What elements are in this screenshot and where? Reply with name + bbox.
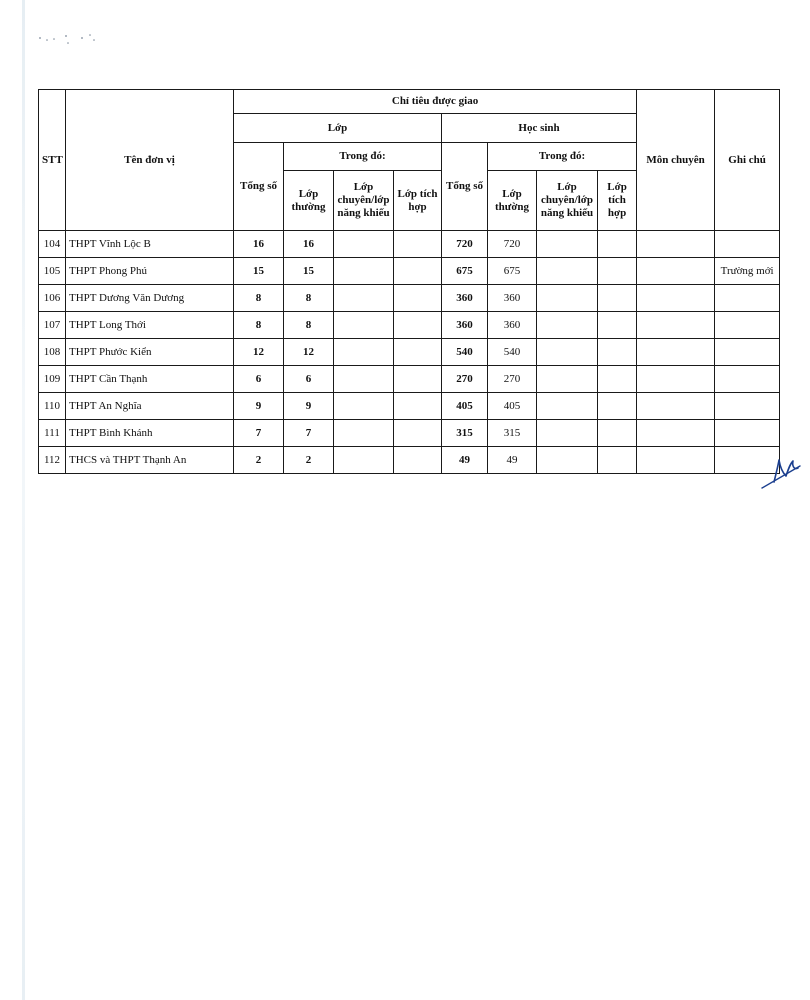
table-row — [39, 447, 780, 474]
cell-student-total: 540 — [442, 339, 488, 366]
cell-student-integrated — [598, 366, 637, 393]
header-student-total: Tổng số — [442, 143, 488, 231]
cell-note — [715, 393, 780, 420]
cell-specialty-subject — [637, 366, 715, 393]
cell-unit-name: THPT An Nghĩa — [66, 393, 234, 420]
cell-class-integrated — [394, 420, 442, 447]
cell-stt: 112 — [39, 447, 66, 474]
cell-note — [715, 312, 780, 339]
cell-note — [715, 339, 780, 366]
cell-specialty-subject — [637, 447, 715, 474]
cell-class-integrated — [394, 312, 442, 339]
cell-class-specialized — [334, 339, 394, 366]
scan-specks — [38, 28, 108, 48]
header-notes: Ghi chú — [715, 90, 780, 231]
cell-class-regular: 9 — [284, 393, 334, 420]
cell-class-integrated — [394, 447, 442, 474]
cell-class-integrated — [394, 339, 442, 366]
cell-class-integrated — [394, 366, 442, 393]
cell-class-specialized — [334, 312, 394, 339]
cell-specialty-subject — [637, 258, 715, 285]
cell-stt: 111 — [39, 420, 66, 447]
cell-specialty-subject — [637, 312, 715, 339]
cell-stt: 107 — [39, 312, 66, 339]
cell-student-regular: 315 — [488, 420, 537, 447]
cell-student-total: 49 — [442, 447, 488, 474]
cell-class-specialized — [334, 420, 394, 447]
cell-specialty-subject — [637, 393, 715, 420]
cell-class-integrated — [394, 393, 442, 420]
cell-stt: 110 — [39, 393, 66, 420]
table-row — [39, 339, 780, 366]
cell-student-integrated — [598, 258, 637, 285]
cell-note — [715, 420, 780, 447]
cell-class-total: 8 — [234, 312, 284, 339]
cell-stt: 105 — [39, 258, 66, 285]
table-row — [39, 231, 780, 258]
cell-class-regular: 6 — [284, 366, 334, 393]
cell-unit-name: THPT Phước Kiển — [66, 339, 234, 366]
cell-student-total: 360 — [442, 285, 488, 312]
table-row — [39, 258, 780, 285]
cell-specialty-subject — [637, 285, 715, 312]
header-student-regular: Lớp thường — [488, 171, 537, 231]
cell-stt: 108 — [39, 339, 66, 366]
cell-unit-name: THPT Vĩnh Lộc B — [66, 231, 234, 258]
cell-unit-name: THPT Bình Khánh — [66, 420, 234, 447]
cell-stt: 104 — [39, 231, 66, 258]
cell-student-specialized — [537, 447, 598, 474]
cell-class-total: 9 — [234, 393, 284, 420]
cell-class-total: 6 — [234, 366, 284, 393]
cell-student-specialized — [537, 231, 598, 258]
cell-class-total: 8 — [234, 285, 284, 312]
cell-student-specialized — [537, 258, 598, 285]
cell-class-total: 16 — [234, 231, 284, 258]
cell-student-total: 720 — [442, 231, 488, 258]
cell-student-regular: 360 — [488, 312, 537, 339]
table-row — [39, 312, 780, 339]
cell-student-specialized — [537, 285, 598, 312]
cell-class-specialized — [334, 231, 394, 258]
cell-class-regular: 15 — [284, 258, 334, 285]
cell-student-regular: 405 — [488, 393, 537, 420]
cell-student-regular: 49 — [488, 447, 537, 474]
signature-mark — [760, 452, 805, 492]
table-row — [39, 420, 780, 447]
cell-student-regular: 540 — [488, 339, 537, 366]
cell-class-total: 15 — [234, 258, 284, 285]
cell-stt: 106 — [39, 285, 66, 312]
cell-student-regular: 360 — [488, 285, 537, 312]
cell-class-total: 2 — [234, 447, 284, 474]
cell-student-total: 315 — [442, 420, 488, 447]
cell-student-integrated — [598, 312, 637, 339]
cell-student-integrated — [598, 393, 637, 420]
cell-student-regular: 270 — [488, 366, 537, 393]
cell-class-specialized — [334, 258, 394, 285]
cell-class-regular: 2 — [284, 447, 334, 474]
cell-student-total: 405 — [442, 393, 488, 420]
cell-student-specialized — [537, 339, 598, 366]
table-row — [39, 393, 780, 420]
cell-student-total: 270 — [442, 366, 488, 393]
cell-student-integrated — [598, 420, 637, 447]
cell-class-regular: 8 — [284, 312, 334, 339]
cell-class-specialized — [334, 366, 394, 393]
cell-student-integrated — [598, 339, 637, 366]
cell-student-regular: 720 — [488, 231, 537, 258]
header-students-group: Học sinh — [442, 114, 637, 143]
cell-stt: 109 — [39, 366, 66, 393]
cell-student-specialized — [537, 366, 598, 393]
table-row — [39, 285, 780, 312]
cell-unit-name: THCS và THPT Thạnh An — [66, 447, 234, 474]
cell-class-specialized — [334, 447, 394, 474]
cell-class-total: 7 — [234, 420, 284, 447]
cell-student-integrated — [598, 285, 637, 312]
cell-unit-name: THPT Long Thới — [66, 312, 234, 339]
cell-student-specialized — [537, 420, 598, 447]
cell-note — [715, 285, 780, 312]
cell-student-specialized — [537, 393, 598, 420]
cell-class-specialized — [334, 393, 394, 420]
header-class-of-which: Trong đó: — [284, 143, 442, 171]
header-class-total: Tổng số — [234, 143, 284, 231]
header-class-specialized: Lớp chuyên/lớp năng khiếu — [334, 171, 394, 231]
cell-unit-name: THPT Phong Phú — [66, 258, 234, 285]
cell-class-regular: 16 — [284, 231, 334, 258]
header-class-regular: Lớp thường — [284, 171, 334, 231]
cell-student-specialized — [537, 312, 598, 339]
cell-class-integrated — [394, 285, 442, 312]
table-body — [39, 231, 780, 474]
cell-class-regular: 8 — [284, 285, 334, 312]
cell-unit-name: THPT Dương Văn Dương — [66, 285, 234, 312]
table-row — [39, 366, 780, 393]
header-student-of-which: Trong đó: — [488, 143, 637, 171]
quota-table — [38, 89, 780, 474]
cell-specialty-subject — [637, 420, 715, 447]
cell-student-integrated — [598, 447, 637, 474]
cell-class-regular: 12 — [284, 339, 334, 366]
header-unit-name: Tên đơn vị — [66, 90, 234, 231]
cell-class-integrated — [394, 258, 442, 285]
cell-note — [715, 231, 780, 258]
header-student-specialized: Lớp chuyên/lớp năng khiếu — [537, 171, 598, 231]
cell-class-specialized — [334, 285, 394, 312]
cell-student-integrated — [598, 231, 637, 258]
cell-student-total: 360 — [442, 312, 488, 339]
cell-student-total: 675 — [442, 258, 488, 285]
header-stt: STT — [39, 90, 66, 231]
cell-specialty-subject — [637, 339, 715, 366]
cell-unit-name: THPT Cần Thạnh — [66, 366, 234, 393]
scan-edge-shadow — [22, 0, 25, 1000]
cell-specialty-subject — [637, 231, 715, 258]
header-class-integrated: Lớp tích hợp — [394, 171, 442, 231]
cell-student-regular: 675 — [488, 258, 537, 285]
header-classes-group: Lớp — [234, 114, 442, 143]
header-student-integrated: Lớp tích hợp — [598, 171, 637, 231]
cell-class-regular: 7 — [284, 420, 334, 447]
cell-class-total: 12 — [234, 339, 284, 366]
cell-note — [715, 366, 780, 393]
header-quota-group: Chỉ tiêu được giao — [234, 90, 637, 114]
cell-note: Trường mới — [715, 258, 780, 285]
header-specialty-subject: Môn chuyên — [637, 90, 715, 231]
cell-class-integrated — [394, 231, 442, 258]
